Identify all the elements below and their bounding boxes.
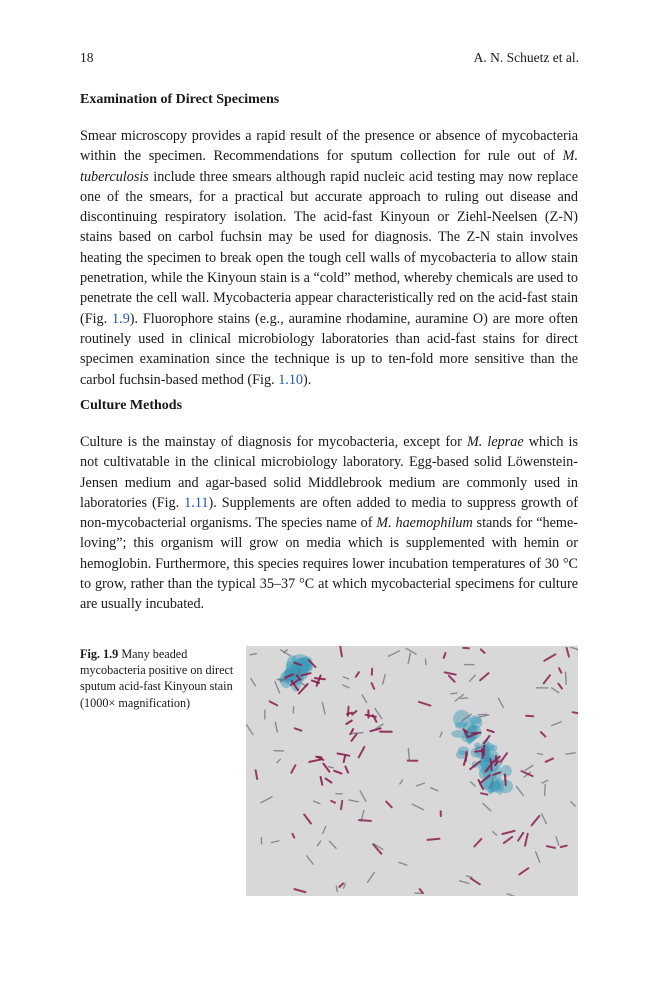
bacillus-rod [366,715,376,717]
bacillus-rod [328,767,333,768]
bacillus-rod [428,839,440,840]
bacillus-rod [408,749,409,761]
bacillus-rod [425,659,426,664]
figure-ref-1-10[interactable]: 1.10 [278,371,304,388]
bacillus-rod [359,820,371,821]
bacillus-rod [487,730,493,732]
bacillus-rod [460,881,469,884]
paragraph-culture-methods: Culture is the mainstay of diagnosis for mycobacteria, except for M. leprae which is not cultivatable in the clinical microbiology laboratory. Egg-based solid Löwenstein-Jensen medium and agar-based solid Middlebrook medium are commonly used in laboratories (Fig. 1.11). Supplements are often added to media to suppress growth of non-mycobacterial organisms. The species name of M. haemophilum stands for “heme-loving”; this organism will grow on media which is supplemented with hemin or hemoglobin. Furthermore, this species requires lower incubation temperatures of 30 °C to grow, rather than the typical 35–37 °C at which mycobacterial specimens for culture are usually incubated. [80,434,579,613]
bacillus-rod [406,648,416,654]
bacillus-rod [547,846,555,848]
figure-label: Fig. 1.9 [80,647,119,661]
bacillus-rod [518,833,523,841]
bacillus-rod [571,802,575,806]
bacillus-rod [338,754,350,756]
bacillus-rod [329,841,336,848]
bacillus-rod [341,801,342,809]
bacillus-rod [370,728,380,731]
bacillus-rod [323,827,326,834]
bacillus-rod [250,654,256,655]
bacillus-rod [558,684,562,689]
species-name: M. haemophilum [376,515,473,532]
bacillus-rod [440,732,442,736]
bacillus-rod [498,698,503,707]
bacillus-rod [408,653,410,663]
paragraph-direct-specimens: Smear microscopy provides a rapid result of the presence or absence of mycobacteria within the specimen. Recommendations for sputum collection for rule out of M. tuberculosis include three smears although rapid nucleic acid testing may now replace one of the smears, for a practical but accurate approach to ruling out disease and discontinuing respiratory isolation. The acid-fast Kinyoun or Ziehl-Neelsen (Z-N) stains based on carbol fuchsin may be used for diagnosis. The Z-N stain involves heating the specimen to break open the tough cell walls of mycobacteria to allow stain penetration, while the Kinyoun stain is a “cold” method, whereby chemicals are used to penetrate the cell wall. Mycobacteria appear characteristically red on the acid-fast stain (Fig. 1.9). Fluorophore stains (e.g., auramine rhodamine, auramine O) are more often routinely used in clinical microbiology laboratories than acid-fast stains for direct specimen examination since the technique is up to ten-fold more sensitive than the carbol fuchsin-based method (Fig. 1.10). [80,128,579,388]
bacillus-rod [368,873,375,883]
figure-ref-1-11[interactable]: 1.11 [184,494,209,511]
bacillus-rod [356,672,359,677]
bacillus-rod [546,759,553,762]
bacillus-rod [275,681,280,692]
bacillus-rod [525,834,528,846]
bacillus-rod [317,841,320,846]
bacillus-rod [314,801,320,804]
bacillus-rod [419,702,430,706]
bacillus-rod [352,734,357,741]
bacillus-rod [295,728,302,730]
bacillus-rod [445,672,456,674]
bacillus-rod [388,651,399,656]
stain-blob [455,722,466,729]
stain-blob [501,765,512,777]
bacillus-rod [481,649,485,653]
bacillus-rod [277,759,280,762]
bacillus-rod [294,889,305,892]
bacillus-rod [517,786,524,795]
bacillus-rod [451,693,457,694]
bacillus-rod [349,800,358,802]
bacillus-rod [309,759,321,762]
figure-caption-text: Many beaded mycobacteria positive on direct sputum acid-fast Kinyoun stain (1000× magnification) [80,647,234,710]
bacillus-rod [566,672,567,684]
bacillus-rod [383,675,385,685]
bacillus-rod [559,668,561,672]
bacillus-rod [532,816,540,825]
micrograph-svg [246,646,578,896]
section-heading-direct-specimens: Examination of Direct Specimens [80,92,280,107]
bacillus-rod [471,878,480,884]
bacillus-rod [372,683,375,689]
bacillus-rod [360,791,366,801]
bacillus-rod [475,751,482,752]
bacillus-rod [247,725,253,735]
stain-blob [495,779,504,795]
bacillus-rod [291,765,295,773]
bacillus-rod [552,722,561,726]
bacillus-rod [544,675,550,683]
bacillus-rod [507,894,515,896]
bacillus-rod [400,780,403,784]
bacillus-rod [444,653,446,658]
bacillus-rod [304,815,311,824]
figure-ref-1-9[interactable]: 1.9 [112,310,130,327]
bacillus-rod [466,876,472,878]
bacillus-rod [399,862,407,865]
bacillus-rod [542,780,548,783]
bacillus-rod [542,814,547,824]
bacillus-rod [261,797,272,803]
bacillus-rod [420,889,423,893]
bacillus-rod [483,803,491,810]
species-name: M. tuberculosis [80,148,578,185]
running-head: A. N. Schuetz et al. [473,50,579,65]
bacillus-rod [345,767,348,773]
stain-blob [305,663,312,671]
bacillus-rod [270,701,278,705]
bacillus-rod [431,788,438,791]
bacillus-rod [307,856,313,864]
bacillus-rod [336,886,337,892]
bacillus-rod [504,837,512,843]
bacillus-rod [525,766,533,771]
micrograph-image [246,646,578,896]
bacillus-rod [502,831,514,834]
bacillus-rod [460,698,467,699]
bacillus-rod [331,801,335,803]
bacillus-rod [272,841,279,843]
bacillus-rod [292,834,294,838]
bacillus-rod [322,703,325,715]
bacillus-rod [359,747,365,758]
bacillus-rod [556,837,559,845]
bacillus-rod [492,778,493,788]
bacillus-rod [343,677,348,679]
bacillus-rod [347,713,352,714]
bacillus-rod [275,722,277,732]
bacillus-rod [573,712,578,714]
bacillus-rod [386,802,392,808]
bacillus-rod [480,673,488,680]
bacillus-rod [323,764,329,772]
bacillus-rod [501,753,507,762]
bacillus-rod [571,647,578,650]
figure-caption [80,646,240,711]
bacillus-rod [412,804,423,809]
bacillus-rod [544,654,555,660]
bacillus-rod [362,695,366,702]
bacillus-rod [417,783,425,786]
bacillus-rod [344,756,345,762]
section-heading-culture-methods: Culture Methods [80,398,183,413]
bacillus-rod [470,675,476,681]
bacillus-rod [491,759,492,770]
page-number: 18 [80,50,94,65]
bacillus-rod [519,868,528,874]
bacillus-rod [326,779,332,783]
bacillus-rod [566,753,575,754]
bacillus-rod [317,676,321,686]
bacillus-rod [561,846,567,847]
bacillus-rod [536,852,540,862]
bacillus-rod [340,646,342,656]
bacillus-rod [256,770,258,779]
bacillus-rod [343,685,349,688]
bacillus-rod [567,648,569,657]
bacillus-rod [471,782,476,786]
bacillus-rod [334,771,341,774]
bacillus-rod [493,832,497,835]
bacillus-rod [474,839,481,847]
species-name: M. leprae [466,434,524,450]
bacillus-rod [552,688,559,693]
bacillus-rod [505,775,506,786]
bacillus-rod [545,785,546,796]
bacillus-rod [321,777,323,785]
bacillus-rod [346,721,352,725]
bacillus-rod [340,884,344,887]
bacillus-rod [541,732,545,736]
bacillus-rod [481,793,487,794]
bacillus-rod [482,749,483,758]
bacillus-rod [251,679,255,686]
bacillus-rod [449,676,455,682]
bacillus-rod [538,754,543,755]
